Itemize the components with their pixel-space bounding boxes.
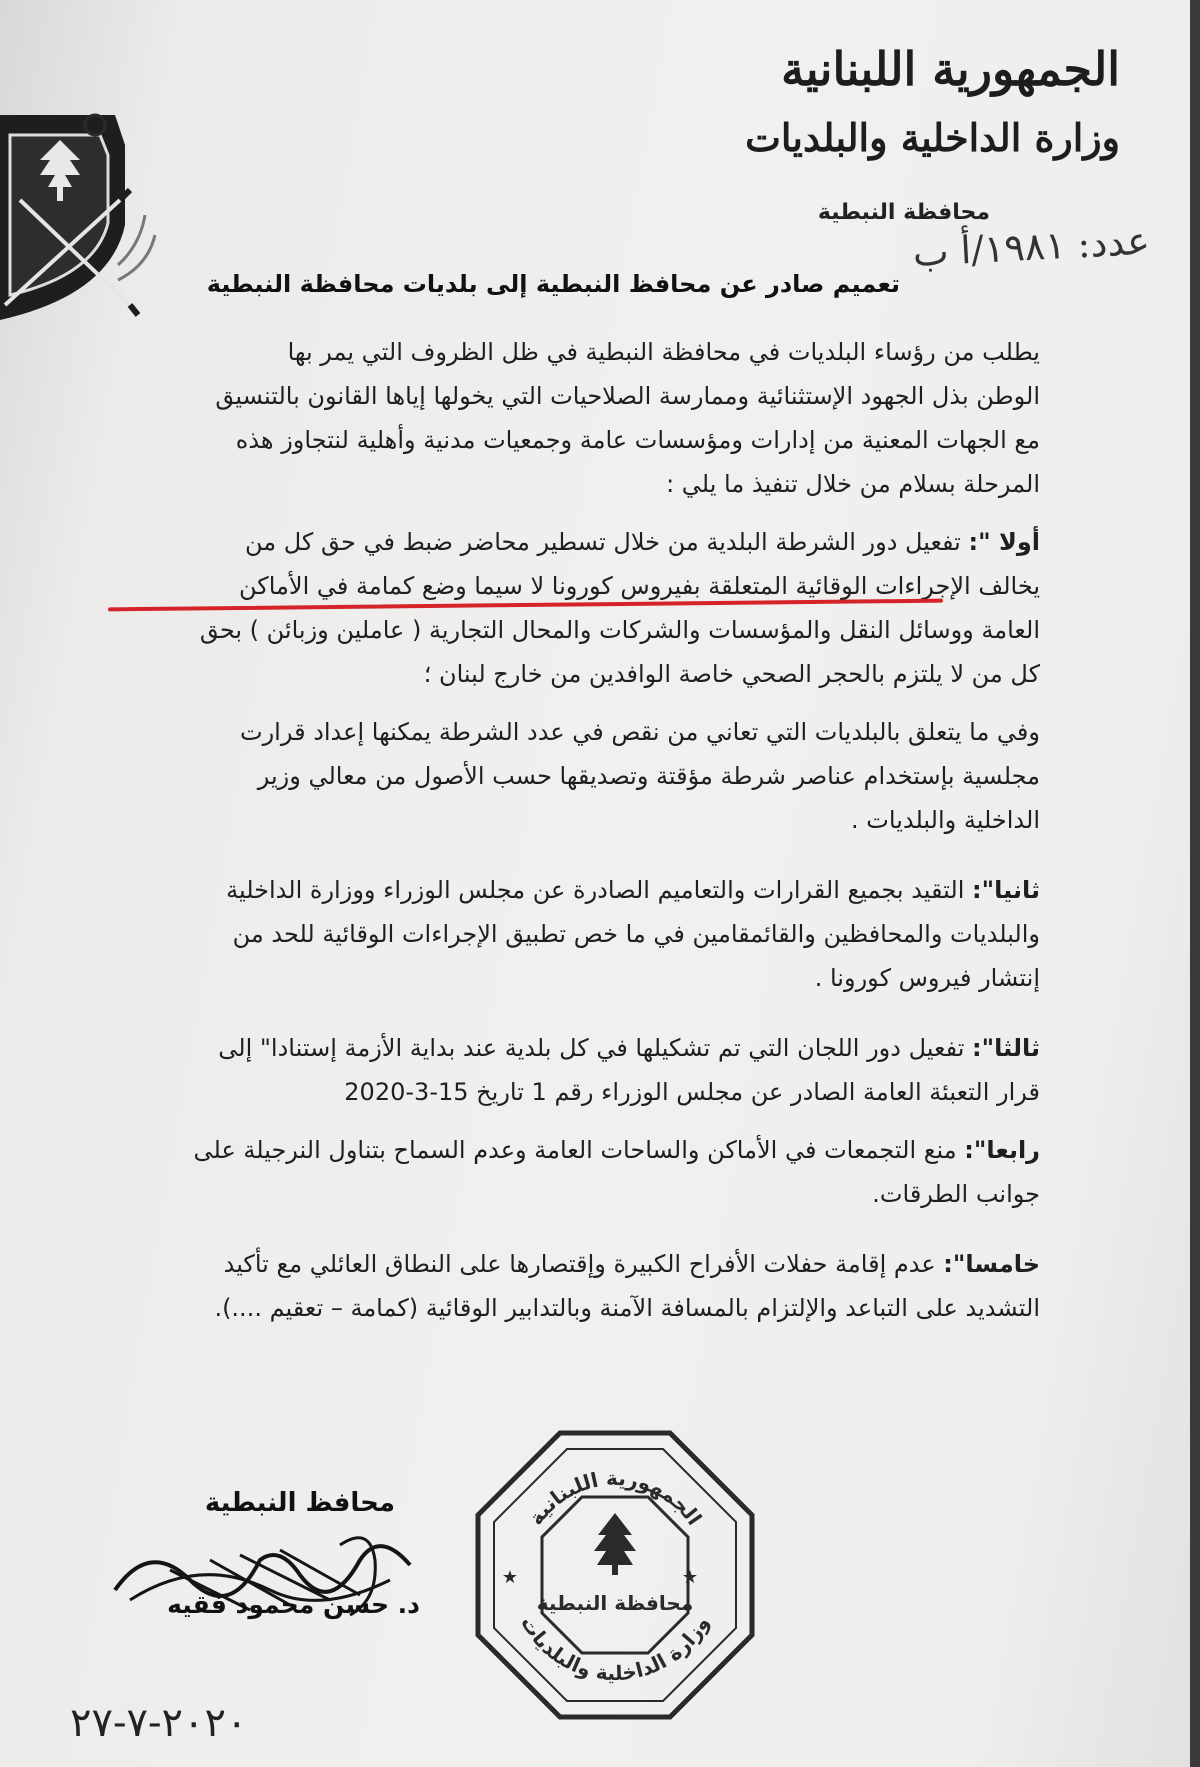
clause-line: مجلسية بإستخدام عناصر شرطة مؤقتة وتصديقها حسب الأصول من معالي وزير [257,762,1040,790]
svg-text:★: ★ [681,1567,698,1588]
clause-label: ثانيا": [972,876,1040,904]
intro-line: الوطن بذل الجهود الإستثنائية وممارسة الصلاحيات التي يخولها إياها القانون بالتنسيق [215,382,1040,410]
clause-line: كل من لا يلتزم بالحجر الصحي خاصة الوافدين من خارج لبنان ؛ [423,660,1040,688]
svg-text:★: ★ [501,1567,518,1588]
svg-text:وزارة الداخلية والبلديات [516,1612,714,1686]
clause-line: التشديد على التباعد والإلتزام بالمسافة الآمنة وبالتدابير الوقائية (كمامة – تعقيم ....). [214,1294,1040,1322]
republic-title: الجمهورية اللبنانية [781,42,1120,96]
clause-label: أولا ": [968,528,1040,556]
signature-title: محافظ النبطية [204,1488,395,1518]
scan-edge [1190,0,1200,1767]
intro-line: المرحلة بسلام من خلال تنفيذ ما يلي : [666,470,1040,498]
reference-number: عدد: ١٩٨١/أ ب [911,218,1151,275]
document-subject: تعميم صادر عن محافظ النبطية إلى بلديات محافظة النبطية [206,270,900,298]
stamp-center-text: محافظة النبطية [536,1591,694,1615]
clause-line: الداخلية والبلديات . [851,806,1040,834]
stamp-top-text: الجمهورية اللبنانية [523,1465,707,1530]
clause-line: جوانب الطرقات. [872,1180,1040,1208]
clause-label: رابعا": [964,1136,1040,1164]
clause-text: عدم إقامة حفلات الأفراح الكبيرة وإقتصارها على النطاق العائلي مع تأكيد [223,1250,936,1278]
stamp-bottom-text: وزارة الداخلية والبلديات [516,1611,714,1686]
clause-line: قرار التعبئة العامة الصادر عن مجلس الوزراء رقم 1 تاريخ 15-3-2020 [344,1078,1040,1106]
clause-line: العامة ووسائل النقل والمؤسسات والشركات والمحال التجارية ( عاملين وزبائن ) بحق [199,616,1040,644]
clause-label: ثالثا": [972,1034,1040,1062]
clause-line: يخالف الإجراءات الوقائية المتعلقة بفيروس كورونا لا سيما وضع كمامة في الأماكن [239,572,1040,600]
clause-first [90,520,1040,564]
clause-fifth [90,1242,1040,1286]
governorate-label: محافظة النبطية [817,200,990,225]
clause-second [90,868,1040,912]
clause-label: خامسا": [943,1250,1040,1278]
clause-line: والبلديات والمحافظين والقائمقامين في ما خص تطبيق الإجراءات الوقائية للحد من [232,920,1040,948]
police-emblem-logo [0,105,160,320]
signatory-name: د. حسن محمود فقيه [167,1590,420,1619]
document-body [90,330,1040,1330]
handwritten-date: ٢٠٢٠-٧-٢٧ [70,1700,248,1746]
clause-text: التقيد بجميع القرارات والتعاميم الصادرة عن مجلس الوزراء ووزارة الداخلية [226,876,965,904]
intro-line: مع الجهات المعنية من إدارات ومؤسسات عامة وجمعيات مدنية وأهلية لنتجاوز هذه [235,426,1040,454]
clause-text: تفعيل دور الشرطة البلدية من خلال تسطير محاضر ضبط في حق كل من [245,528,961,556]
ministry-title: وزارة الداخلية والبلديات [745,115,1120,160]
clause-fourth [90,1128,1040,1172]
handwritten-signature [110,1520,430,1640]
official-stamp [470,1425,760,1725]
clause-line: إنتشار فيروس كورونا . [814,964,1040,992]
clause-text: تفعيل دور اللجان التي تم تشكيلها في كل بلدية عند بداية الأزمة إستنادا" إلى [218,1034,965,1062]
clause-third [90,1026,1040,1070]
intro-line: يطلب من رؤساء البلديات في محافظة النبطية في ظل الظروف التي يمر بها [287,338,1040,366]
clause-text: منع التجمعات في الأماكن والساحات العامة وعدم السماح بتناول النرجيلة على [193,1136,957,1164]
clause-line: وفي ما يتعلق بالبلديات التي تعاني من نقص في عدد الشرطة يمكنها إعداد قرارت [240,718,1040,746]
